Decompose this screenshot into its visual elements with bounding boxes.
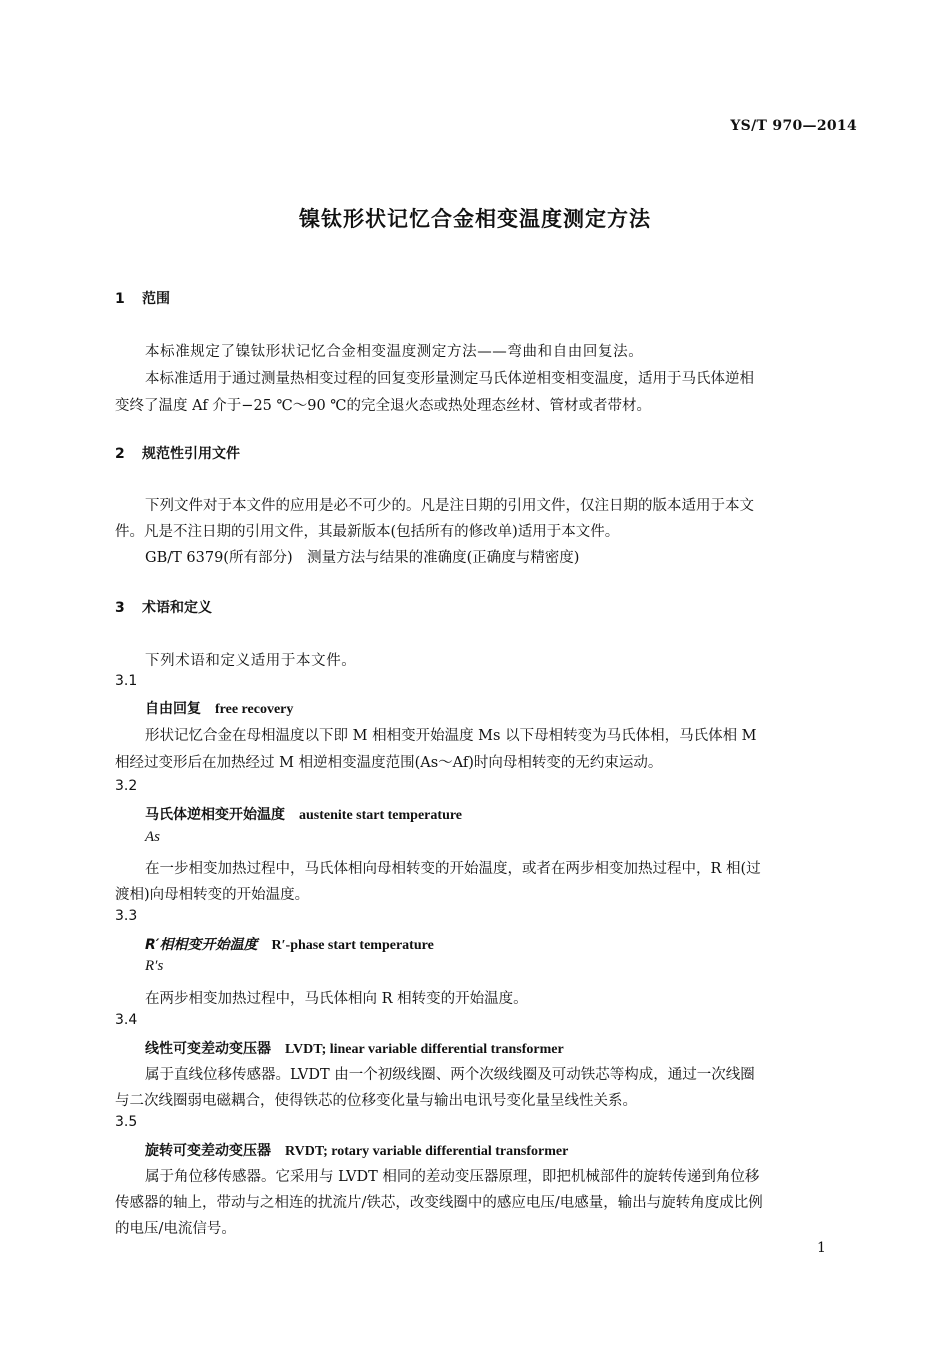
section-1-paragraph: 本标准适用于通过测量热相变过程的回复变形量测定马氏体逆相变相变温度，适用于马氏体逆相 <box>145 371 754 387</box>
clause-number: 3.4 <box>115 1012 138 1028</box>
section-number: 1 <box>115 291 125 307</box>
term-definition: 的电压/电流信号。 <box>115 1221 236 1237</box>
section-number: 3 <box>115 600 125 616</box>
term-name-cn: 旋转可变差动变压器 <box>145 1143 271 1159</box>
term-definition: 在两步相变加热过程中，马氏体相向 R 相转变的开始温度。 <box>145 991 528 1007</box>
term-name-en: austenite start temperature <box>299 808 463 823</box>
section-number: 2 <box>115 446 125 462</box>
term-symbol: R′s <box>145 958 164 974</box>
term-name-cn: 线性可变差动变压器 <box>145 1041 271 1057</box>
term-name-en: R′-phase start temperature <box>271 938 434 953</box>
term-definition: 传感器的轴上，带动与之相连的扰流片/铁芯，改变线圈中的感应电压/电感量，输出与旋转角度成比例 <box>115 1195 763 1211</box>
term-definition: 渡相)向母相转变的开始温度。 <box>115 887 310 903</box>
term-name-cn: R′相相变开始温度 <box>145 937 258 953</box>
term-name-cn: 马氏体逆相变开始温度 <box>145 807 285 823</box>
term-heading <box>145 934 434 954</box>
term-definition: 在一步相变加热过程中，马氏体相向母相转变的开始温度，或者在两步相变加热过程中，R 相(过 <box>145 861 761 877</box>
section-1-heading <box>115 288 170 308</box>
section-2-heading <box>115 443 240 463</box>
section-3-heading <box>115 597 212 617</box>
page-number: 1 <box>817 1240 826 1256</box>
section-2-paragraph: 件。凡是不注日期的引用文件，其最新版本(包括所有的修改单)适用于本文件。 <box>115 524 620 540</box>
section-1-paragraph: 本标准规定了镍钛形状记忆合金相变温度测定方法——弯曲和自由回复法。 <box>145 344 644 360</box>
clause-number: 3.1 <box>115 673 138 689</box>
standard-number: YS/T 970—2014 <box>730 118 857 134</box>
section-title: 术语和定义 <box>142 600 212 616</box>
term-heading <box>145 1140 568 1160</box>
term-symbol: As <box>145 829 160 845</box>
clause-number: 3.2 <box>115 778 138 794</box>
clause-number: 3.3 <box>115 908 138 924</box>
clause-number: 3.5 <box>115 1114 138 1130</box>
term-heading <box>145 698 293 718</box>
section-3-intro: 下列术语和定义适用于本文件。 <box>145 653 357 669</box>
normative-reference: GB/T 6379(所有部分) 测量方法与结果的准确度(正确度与精密度) <box>145 550 580 566</box>
term-definition: 属于直线位移传感器。LVDT 由一个初级线圈、两个次级线圈及可动铁芯等构成，通过一次线圈 <box>145 1067 755 1083</box>
term-heading <box>145 804 462 824</box>
section-1-paragraph: 变终了温度 Af 介于−25 ℃～90 ℃的完全退火态或热处理态丝材、管材或者带材。 <box>115 398 652 414</box>
term-name-en: RVDT; rotary variable differential transformer <box>285 1144 569 1159</box>
section-title: 规范性引用文件 <box>142 446 240 462</box>
section-2-paragraph: 下列文件对于本文件的应用是必不可少的。凡是注日期的引用文件，仅注日期的版本适用于本文 <box>145 498 754 514</box>
term-definition: 与二次线圈弱电磁耦合，使得铁芯的位移变化量与输出电讯号变化量呈线性关系。 <box>115 1093 637 1109</box>
term-definition: 相经过变形后在加热经过 M 相逆相变温度范围(As～Af)时向母相转变的无约束运动。 <box>115 755 663 771</box>
term-name-en: LVDT; linear variable differential transformer <box>285 1042 564 1057</box>
term-name-en: free recovery <box>215 702 294 717</box>
term-definition: 形状记忆合金在母相温度以下即 M 相相变开始温度 Ms 以下母相转变为马氏体相，马氏体相 M <box>145 728 757 744</box>
document-title: 镍钛形状记忆合金相变温度测定方法 <box>299 207 651 231</box>
section-title: 范围 <box>142 291 170 307</box>
term-definition: 属于角位移传感器。它采用与 LVDT 相同的差动变压器原理，即把机械部件的旋转传递到角位移 <box>145 1169 760 1185</box>
term-heading <box>145 1038 564 1058</box>
term-name-cn: 自由回复 <box>145 701 201 717</box>
